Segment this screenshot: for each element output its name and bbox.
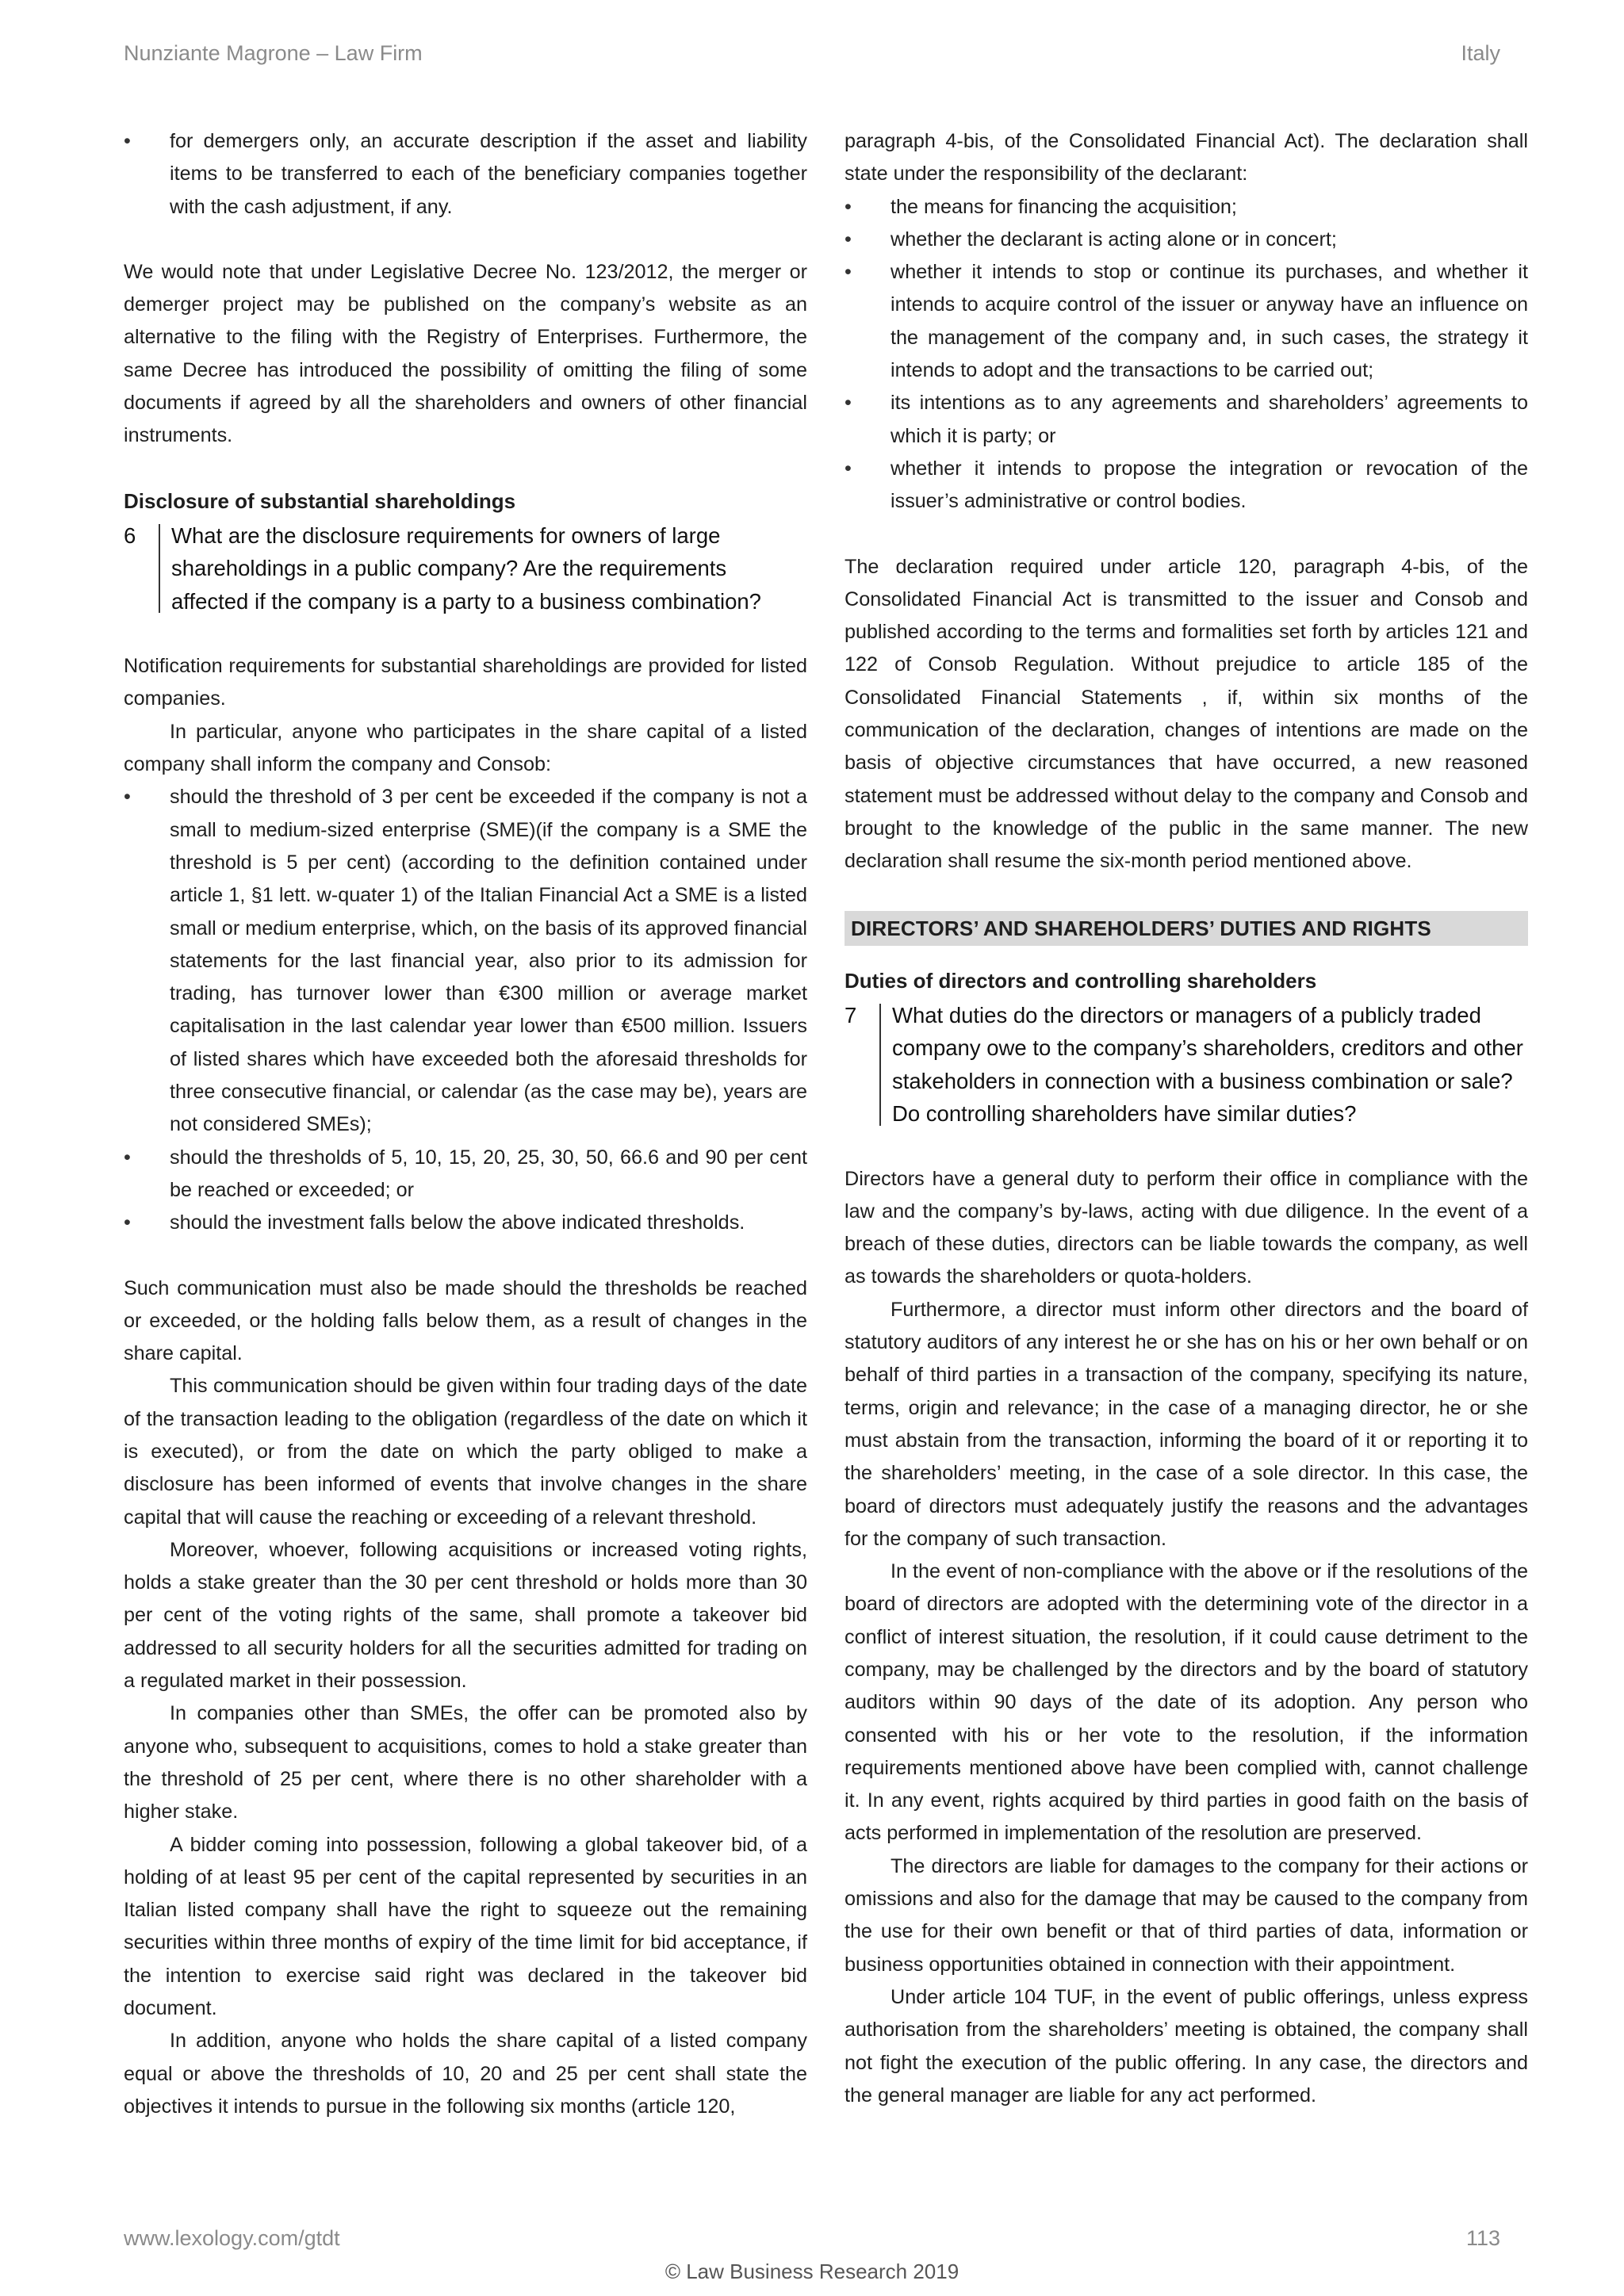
question-7: [845, 999, 1528, 1131]
paragraph: In the event of non-compliance with the above or if the resolutions of the board of directors are adopted with the determining vote of the director in a conflict of interest situation, the resolution, if it could cause detriment to the company, may be challenged by the directors and by the board of statutory auditors within 90 days of the date of its adoption. Any person who consented with his or her vote to the resolution, if the information requirements mentioned above have been complied with, cannot challenge it. In any event, rights acquired by third parties in good faith on the basis of acts performed in implementation of the resolution are preserved.: [845, 1560, 1528, 1845]
question-divider: [879, 1004, 881, 1126]
bullet-list-demergers: [124, 125, 807, 224]
copyright-notice: © Law Business Research 2019: [665, 2260, 959, 2283]
paragraph: Directors have a general duty to perform their office in compliance with the law and the company’s by-laws, acting with due diligence. In the event of a breach of these duties, directors can be liable towards the company, as well as towards the shareholders or quota-holders.: [845, 1167, 1528, 1288]
footer-website-link[interactable]: www.lexology.com/gtdt: [124, 2226, 340, 2250]
header-country: Italy: [1461, 41, 1500, 65]
header-firm-name: Nunziante Magrone – Law Firm: [124, 41, 423, 65]
list-item: • should the threshold of 3 per cent be exceeded if the company is not a small to medium-sized enterprise (SME)(if the company is a SME the threshold is 5 per cent) (according to the definition contained under article 1, §1 lett. w-quater 1) of the Italian Financial Act a SME is a listed small or medium enterprise, which, on the basis of its approved financial statements for the last financial year, also prior to its admission for trading, has turnover lower than €300 million or average market capitalisation in the last calendar year lower than €500 million. Issuers of listed shares which have exceeded both the aforesaid thresholds for three consecutive financial, or calendar (as the case may be), years are not considered SMEs);: [124, 781, 807, 1141]
question-divider: [159, 524, 160, 614]
bullet-list-thresholds: [124, 781, 807, 1239]
subheading-duties: Duties of directors and controlling shareholders: [845, 968, 1317, 993]
paragraph: We would note that under Legislative Decree No. 123/2012, the merger or demerger project may be published on the company’s website as an alternative to the filing with the Registry of Enterprises. Furthermore, the same Decree has introduced the possibility of omitting the filing of some documents if agreed by all the shareholders and owners of other financial instruments.: [124, 260, 807, 447]
list-item: • its intentions as to any agreements and shareholders’ agreements to which it is party; or: [845, 387, 1528, 453]
question-number: 6: [124, 522, 136, 548]
paragraph: A bidder coming into possession, following a global takeover bid, of a holding of at least 95 per cent of the capital represented by securities in an Italian listed company shall have the right to squeeze out the remaining securities within three months of expiry of the time limit for bid acceptance, if the intention to exercise said right was declared in the takeover bid document.: [124, 1833, 807, 2020]
left-column: [124, 125, 807, 2123]
page-number: 113: [1465, 2226, 1500, 2250]
list-item: • whether it intends to propose the integration or revocation of the issuer’s administrative or control bodies.: [845, 453, 1528, 519]
paragraph: In addition, anyone who holds the share capital of a listed company equal or above the thresholds of 10, 20 and 25 per cent shall state the objectives it intends to pursue in the following six months (article 120,: [124, 2030, 807, 2118]
question-text: What duties do the directors or managers of a publicly traded company owe to the company’s shareholders, creditors and other stakeholders in connection with a business combination or sale? Do controlling shareholders have similar duties?: [892, 1002, 1523, 1127]
subheading-disclosure: Disclosure of substantial shareholdings: [124, 488, 516, 513]
paragraph: This communication should be given within four trading days of the date of the transaction leading to the obligation (regardless of the date on which it is executed), or from the date on which the party obliged to make a disclosure has been informed of events that involve changes in the share capital that will cause the reaching or exceeding of a relevant threshold.: [124, 1375, 807, 1529]
list-item: • whether the declarant is acting alone or in concert;: [845, 224, 1528, 256]
paragraph: Furthermore, a director must inform other directors and the board of statutory auditors of any interest he or she has on his or her own behalf or on behalf of third parties in a transaction of the company, specifying its nature, terms, origin and relevance; in the case of a managing director, he or she must abstain from the transaction, informing the board of it or reporting it to the shareholders’ meeting, in the case of a sole director. In this case, the board of directors must adequately justify the reasons and the advantages for the company of such transaction.: [845, 1298, 1528, 1550]
question-number: 7: [845, 1002, 857, 1027]
paragraph: In companies other than SMEs, the offer can be promoted also by anyone who, subsequent to acquisitions, comes to hold a stake greater than the threshold of 25 per cent, where there is no other shareholder with a higher stake.: [124, 1702, 807, 1823]
paragraph: Under article 104 TUF, in the event of public offerings, unless express authorisation from the shareholders’ meeting is obtained, the company shall not fight the execution of the public offering. In any case, the directors and the general manager are liable for any act performed.: [845, 1985, 1528, 2107]
bullet-list-declaration: [845, 191, 1528, 519]
right-column: [845, 125, 1528, 2112]
page-header: [124, 41, 1500, 73]
paragraph: In particular, anyone who participates in the share capital of a listed company shall inform the company and Consob:: [124, 720, 807, 776]
question-text: What are the disclosure requirements for owners of large shareholdings in a public company? Are the requirements affected if the company is a party to a business combination?: [171, 522, 761, 614]
list-item: • the means for financing the acquisition;: [845, 191, 1528, 224]
paragraph: The directors are liable for damages to the company for their actions or omissions and also for the damage that may be caused to the company from the use for their own benefit or that of third parties of data, information or business opportunities obtained in connection with their appointment.: [845, 1854, 1528, 1976]
list-item: • should the thresholds of 5, 10, 15, 20, 25, 30, 50, 66.6 and 90 per cent be reached or exceeded; or: [124, 1142, 807, 1207]
list-item: • for demergers only, an accurate description if the asset and liability items to be transferred to each of the beneficiary companies together with the cash adjustment, if any.: [124, 125, 807, 224]
paragraph: Moreover, whoever, following acquisitions or increased voting rights, holds a stake greater than the 30 per cent threshold or holds more than 30 per cent of the voting rights of the same, shall promote a takeover bid addressed to all security holders for all the securities admitted for trading on a regulated market in their possession.: [124, 1538, 807, 1693]
list-item: • whether it intends to stop or continue its purchases, and whether it intends to acquire control of the issuer or anyway have an influence on the management of the company and, in such cases, the strategy it intends to adopt and the transactions to be carried out;: [845, 256, 1528, 387]
section-heading: DIRECTORS’ AND SHAREHOLDERS’ DUTIES AND RIGHTS: [845, 911, 1528, 946]
paragraph: The declaration required under article 120, paragraph 4-bis, of the Consolidated Financial Act is transmitted to the issuer and Consob and published according to the terms and formalities set forth by articles 121 and 122 of Consob Regulation. Without prejudice to article 185 of the Consolidated Financial Statements , if, within six months of the communication of the declaration, changes of intentions are made on the basis of objective circumstances that have occurred, a new reasoned statement must be addressed without delay to the company and Consob and brought to the knowledge of the public in the same manner. The new declaration shall resume the six-month period mentioned above.: [845, 555, 1528, 873]
paragraph: Notification requirements for substantial shareholdings are provided for listed companies.: [124, 655, 807, 710]
paragraph: paragraph 4-bis, of the Consolidated Financial Act). The declaration shall state under the responsibility of the declarant:: [845, 130, 1528, 186]
paragraph: Such communication must also be made should the thresholds be reached or exceeded, or the holding falls below them, as a result of changes in the share capital.: [124, 1276, 807, 1365]
question-6: [124, 519, 807, 618]
list-item: • should the investment falls below the above indicated thresholds.: [124, 1207, 807, 1239]
